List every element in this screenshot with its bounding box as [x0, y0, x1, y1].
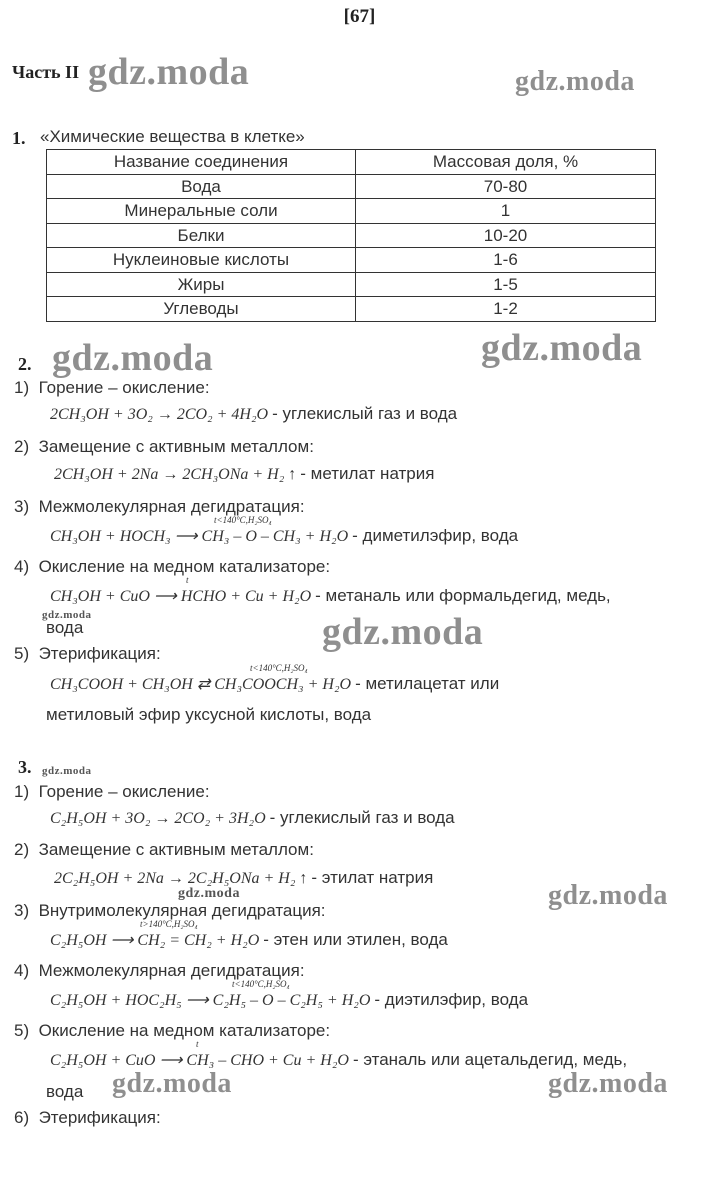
item-title: Замещение с активным металлом: — [38, 437, 314, 456]
item-number: 5) — [14, 644, 30, 663]
item-title: Горение – окисление: — [38, 378, 210, 397]
list-item — [14, 644, 161, 664]
table-cell: 1-6 — [356, 248, 656, 273]
equation-formula: 2C₂H₅OH + 2Na → 2C₂H₅ONa + H₂ ↑ — [54, 870, 308, 887]
table-cell: Нуклеиновые кислоты — [47, 248, 356, 273]
column-header: Массовая доля, % — [356, 150, 656, 175]
equation-result-cont: вода — [46, 1082, 84, 1101]
watermark: gdz.moda — [52, 337, 214, 379]
item-title: Горение – окисление: — [38, 782, 210, 801]
composition-table — [46, 149, 656, 322]
list-item — [14, 497, 305, 517]
equation — [50, 990, 528, 1010]
list-item — [14, 1108, 161, 1128]
equation — [50, 1050, 627, 1070]
equation — [54, 464, 434, 484]
watermark: gdz.moda — [548, 880, 668, 911]
table-cell: 10-20 — [356, 223, 656, 248]
table-cell: Белки — [47, 223, 356, 248]
table-row — [47, 272, 656, 297]
reaction-condition: t<140°C,H₂SO₄ — [250, 663, 308, 673]
list-item — [14, 378, 210, 398]
column-header: Название соединения — [47, 150, 356, 175]
item-title: Этерификация: — [38, 1108, 161, 1127]
item-number: 6) — [14, 1108, 30, 1127]
item-title: Внутримолекулярная дегидратация: — [38, 901, 326, 920]
item-number: 2) — [14, 437, 30, 456]
table-cell: Минеральные соли — [47, 199, 356, 224]
item-number: 4) — [14, 961, 30, 980]
equation-formula: CH₃OH + HOCH₃ ⟶ CH₃ – O – CH₃ + H₂O — [50, 528, 349, 545]
item-number: 3) — [14, 497, 30, 516]
watermark: gdz.moda — [322, 611, 484, 653]
item-title: Этерификация: — [38, 644, 161, 663]
equation-formula: 2CH₃OH + 3O₂ → 2CO₂ + 4H₂O — [50, 406, 269, 423]
equation — [50, 674, 499, 694]
equation-result: - углекислый газ и вода — [272, 404, 458, 423]
equation-formula: C₂H₅OH + CuO ⟶ CH₃ – CHO + Cu + H₂O — [50, 1052, 349, 1069]
equation — [50, 930, 448, 950]
equation-result: - углекислый газ и вода — [269, 808, 455, 827]
equation-result: - диэтилэфир, вода — [374, 990, 529, 1009]
page-number: [67] — [343, 6, 376, 27]
equation — [50, 526, 518, 546]
item-title: Межмолекулярная дегидратация: — [38, 961, 305, 980]
table-row — [47, 248, 656, 273]
table-header-row — [47, 150, 656, 175]
equation-formula: C₂H₅OH + HOC₂H₅ ⟶ C₂H₅ – O – C₂H₅ + H₂O — [50, 992, 371, 1009]
table-row — [47, 174, 656, 199]
item-number: 2) — [14, 840, 30, 859]
task-number: 2. — [18, 354, 32, 374]
reaction-condition: t<140°C,H₂SO₄ — [214, 515, 272, 525]
table-row — [47, 199, 656, 224]
list-item — [14, 840, 314, 860]
equation-result: - метилацетат или — [355, 674, 500, 693]
list-item — [14, 901, 326, 921]
table-cell: Углеводы — [47, 297, 356, 322]
task-number: 1. — [12, 128, 26, 148]
watermark: gdz.moda — [515, 66, 635, 97]
equation-result-cont: вода — [46, 618, 84, 637]
table-cell: 1 — [356, 199, 656, 224]
equation-formula: CH₃COOH + CH₃OH ⇄ CH₃COOCH₃ + H₂O — [50, 676, 352, 693]
table-cell: 1-5 — [356, 272, 656, 297]
table-cell: 70-80 — [356, 174, 656, 199]
watermark-small: gdz.moda — [42, 765, 92, 777]
table-cell: Вода — [47, 174, 356, 199]
equation-formula: C₂H₅OH + 3O₂ → 2CO₂ + 3H₂O — [50, 810, 266, 827]
reaction-condition: t>140°C,H₂SO₄ — [140, 919, 198, 929]
equation — [50, 808, 455, 828]
equation-result: - метаналь или формальдегид, медь, — [315, 586, 611, 605]
item-title: Межмолекулярная дегидратация: — [38, 497, 305, 516]
table-row — [47, 297, 656, 322]
item-title: Окисление на медном катализаторе: — [38, 1021, 331, 1040]
watermark: gdz.moda — [88, 51, 250, 93]
item-number: 4) — [14, 557, 30, 576]
equation — [54, 868, 433, 888]
equation — [50, 404, 457, 424]
equation-formula: CH₃OH + CuO ⟶ HCHO + Cu + H₂O — [50, 588, 312, 605]
reaction-condition: t — [196, 1039, 199, 1049]
task-number: 3. — [18, 757, 32, 777]
item-number: 1) — [14, 378, 30, 397]
equation-formula: C₂H₅OH ⟶ CH₂ = CH₂ + H₂O — [50, 932, 260, 949]
watermark-small: gdz.moda — [178, 886, 240, 901]
equation-result: - этилат натрия — [311, 868, 434, 887]
reaction-condition: t — [186, 575, 189, 585]
item-number: 3) — [14, 901, 30, 920]
item-number: 5) — [14, 1021, 30, 1040]
equation-formula: 2CH₃OH + 2Na → 2CH₃ONa + H₂ ↑ — [54, 466, 297, 483]
list-item — [14, 437, 314, 457]
part-title: Часть II — [12, 62, 80, 82]
table-cell: 1-2 — [356, 297, 656, 322]
item-title: Окисление на медном катализаторе: — [38, 557, 331, 576]
task-title: «Химические вещества в клетке» — [40, 127, 305, 146]
watermark: gdz.moda — [481, 327, 643, 369]
watermark: gdz.moda — [548, 1068, 668, 1099]
equation-result: - этен или этилен, вода — [263, 930, 448, 949]
watermark-small: gdz.moda — [42, 609, 92, 621]
list-item — [14, 557, 330, 577]
item-title: Замещение с активным металлом: — [38, 840, 314, 859]
list-item — [14, 1021, 330, 1041]
table-row — [47, 223, 656, 248]
reaction-condition: t<140°C,H₂SO₄ — [232, 979, 290, 989]
item-number: 1) — [14, 782, 30, 801]
list-item — [14, 961, 305, 981]
table-cell: Жиры — [47, 272, 356, 297]
watermark: gdz.moda — [112, 1068, 232, 1099]
equation — [50, 586, 611, 606]
equation-result-cont: метиловый эфир уксусной кислоты, вода — [46, 705, 372, 724]
list-item — [14, 782, 210, 802]
equation-result: - метилат натрия — [300, 464, 435, 483]
equation-result: - этаналь или ацетальдегид, медь, — [352, 1050, 628, 1069]
equation-result: - диметилэфир, вода — [352, 526, 519, 545]
